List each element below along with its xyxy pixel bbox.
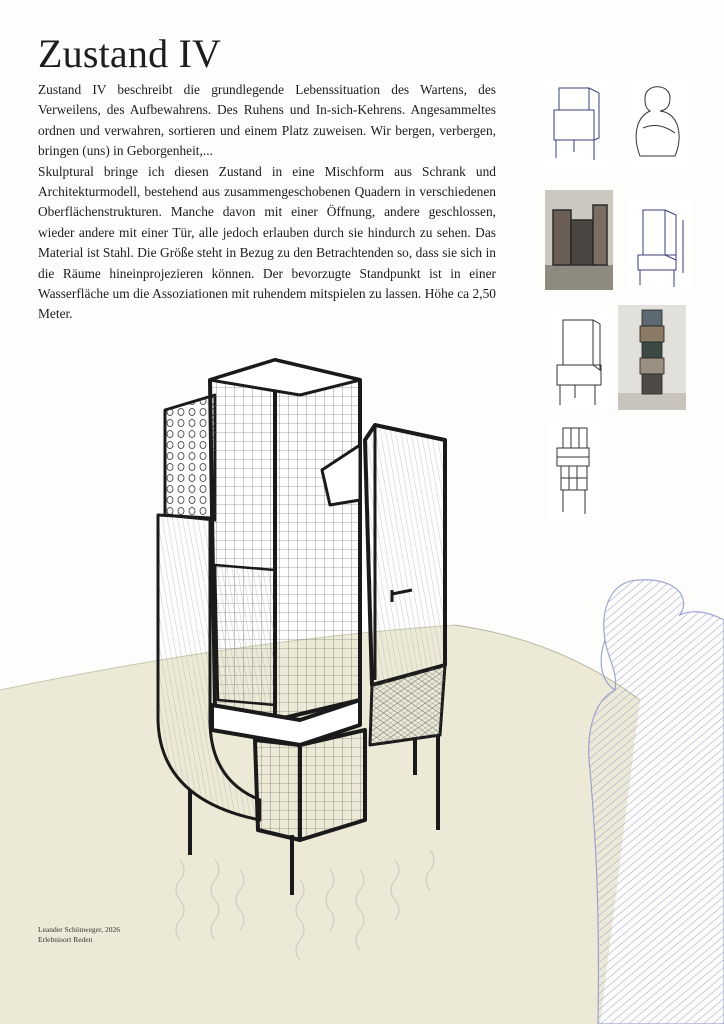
thumbnail-sketch-1 — [544, 78, 614, 168]
paragraph-1: Zustand IV beschreibt die grundlegende Lebenssituation des Wartens, des Verweilens, des Aufbewahrens. Des Ruhens und In-sich-Kehrens. Angesammeltes ordnen und verwahren, sortieren und einem Platz zuweisen. Wir bergen, verbergen, bringen (uns) in Geborgenheit,... — [38, 82, 496, 159]
description-text — [38, 80, 496, 325]
thumbnail-sketch-4 — [545, 310, 615, 410]
thumbnail-sketch-5 — [547, 420, 607, 520]
paragraph-2: Skulptural bringe ich diesen Zustand in eine Mischform aus Schrank und Architekturmodell, bestehend aus zusammengeschobenen Quadern in verschiedenen Oberflächenstrukturen. Manche davon mit einer Öffnung, andere geschlossen, wieder andere mit einer Tür, alle jedoch erlauben durch sie hindurch zu sehen. Das Material ist Stahl. Die Größe steht in Bezug zu den Betrachtenden so, dass sie sich in die Räume hineinprojezieren können. Der bevorzugte Standpunkt ist in einer Wasserfläche um die Assoziationen mit ruhendem mitspielen zu lassen. Höhe ca 2,50 Meter. — [38, 163, 496, 322]
credit-location: Erlebnisort Reden — [38, 935, 93, 944]
credit-block — [38, 925, 120, 945]
figure-sketch — [589, 580, 724, 1024]
thumbnail-photo-1 — [545, 190, 613, 290]
thumbnail-sketch-2 — [625, 78, 690, 168]
thumbnail-sketch-3 — [628, 195, 693, 290]
credit-author: Leander Schönweger, 2026 — [38, 925, 120, 934]
thumbnail-photo-2 — [618, 305, 686, 410]
page-title: Zustand IV — [38, 31, 222, 76]
